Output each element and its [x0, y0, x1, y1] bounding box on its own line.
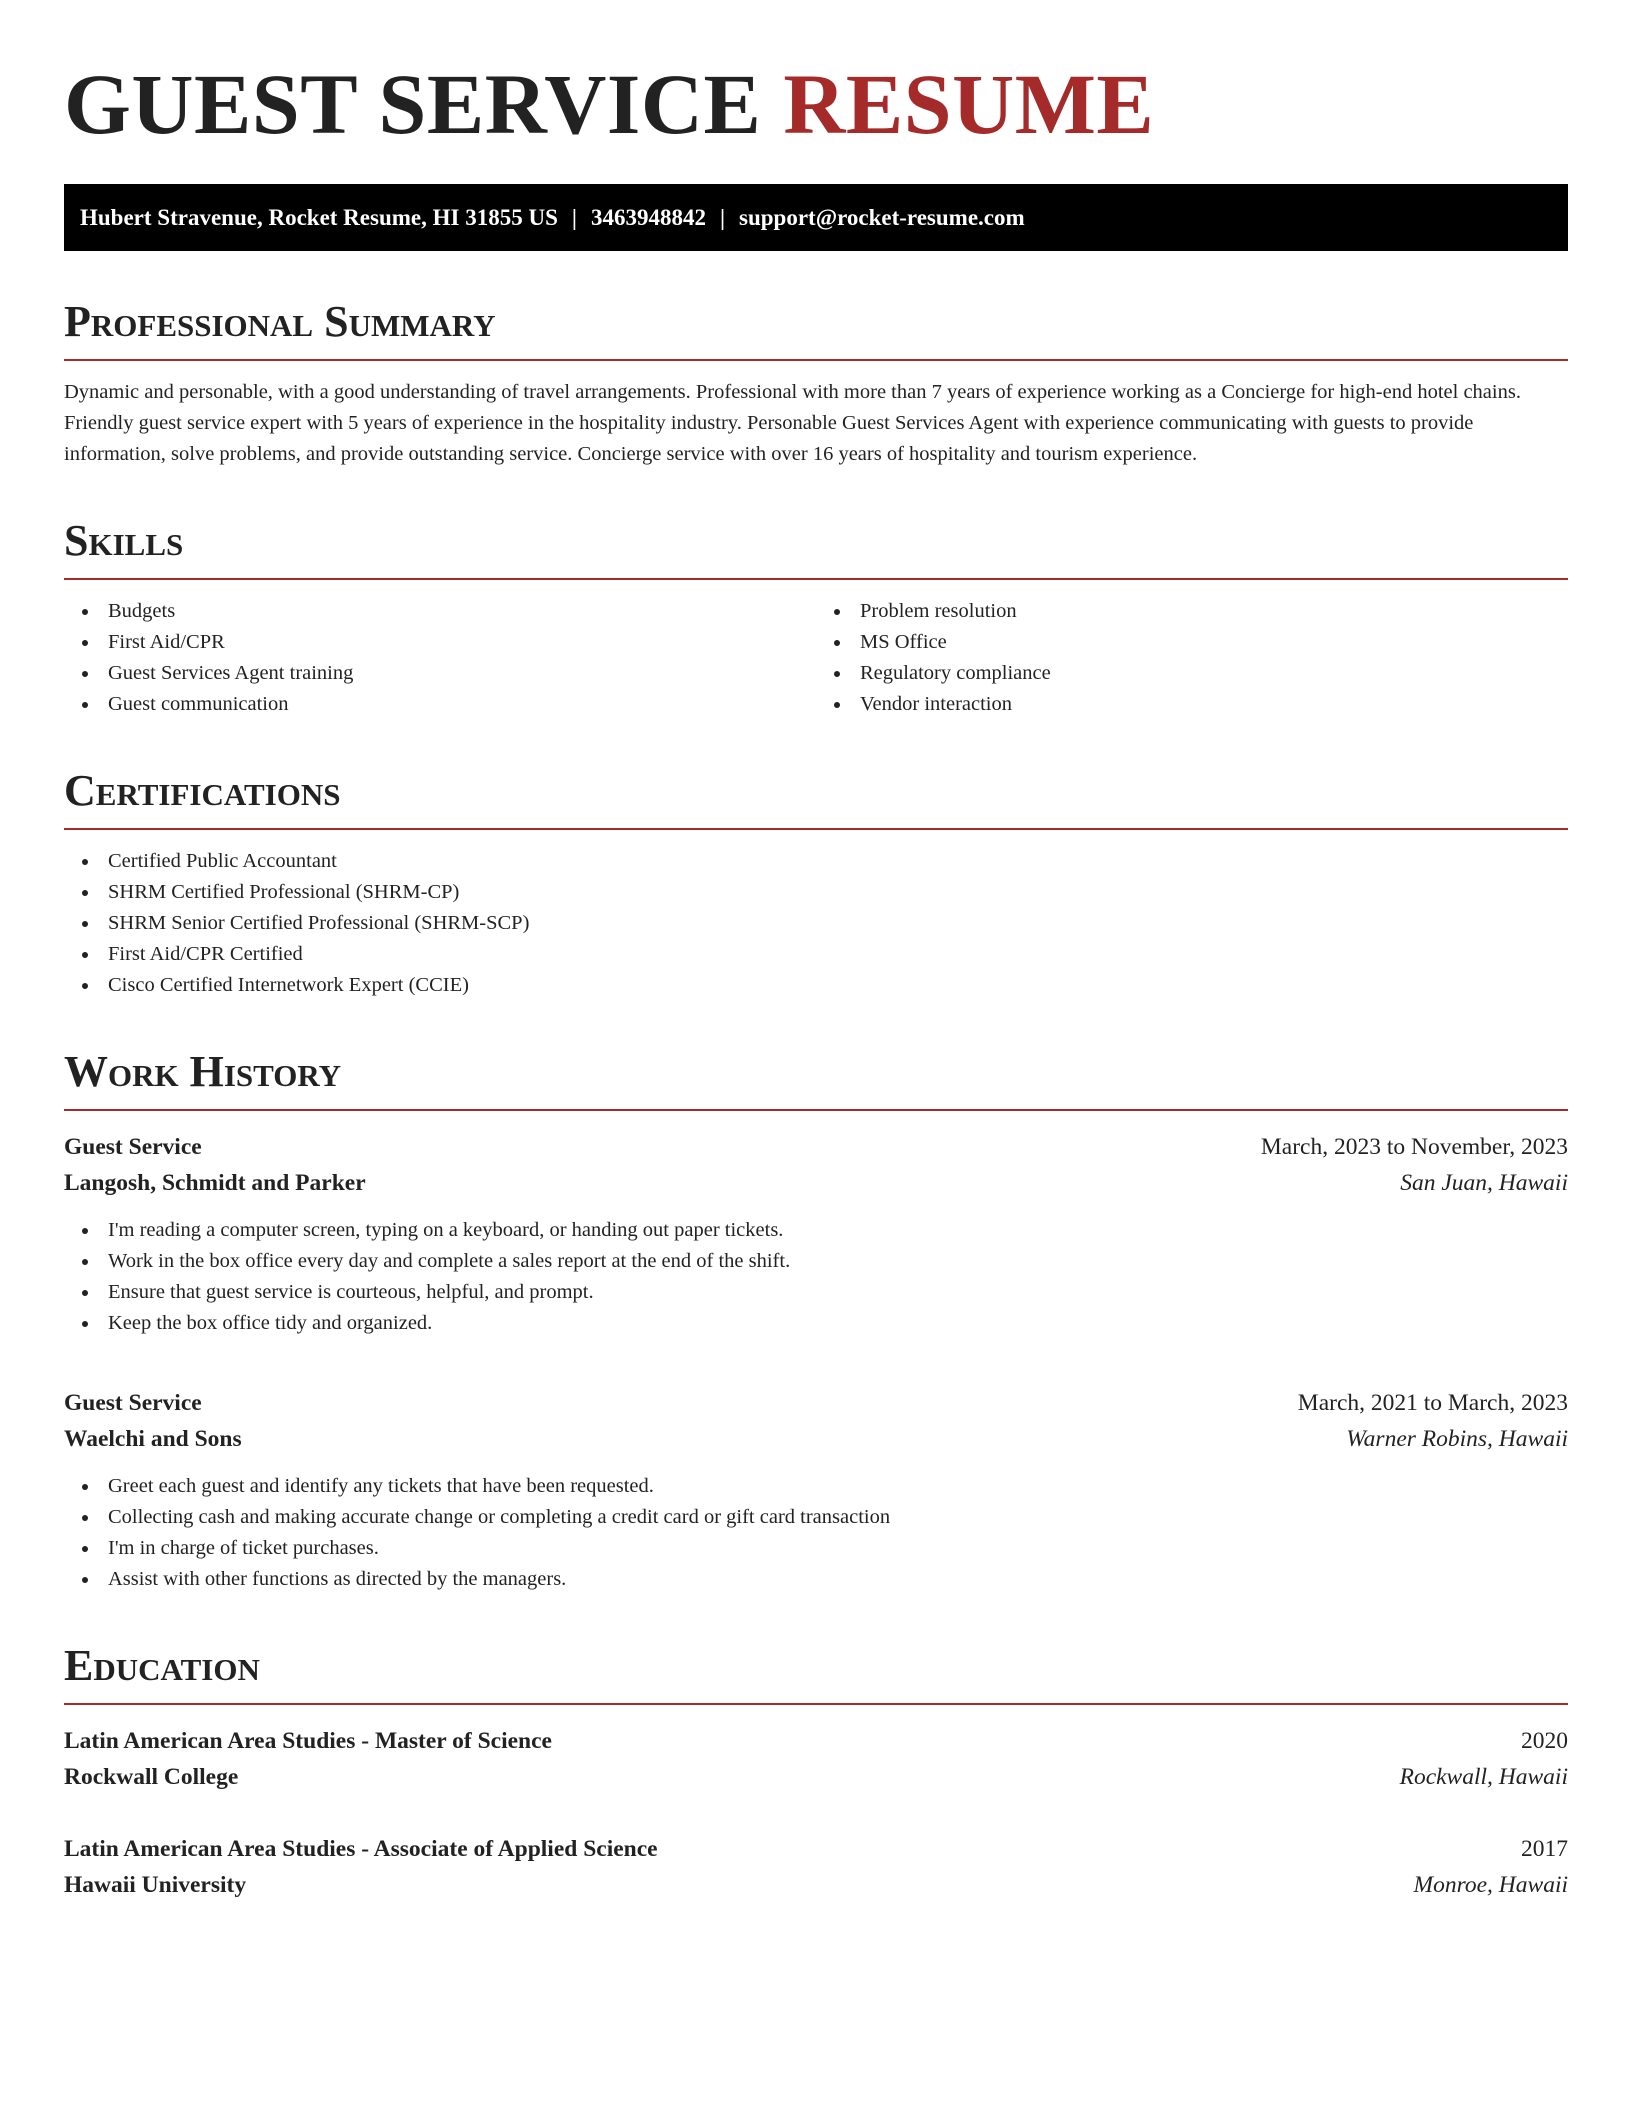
certification-item: First Aid/CPR Certified	[64, 939, 1568, 970]
job-header-row	[64, 1129, 1568, 1165]
skill-item: MS Office	[816, 627, 1568, 658]
title-accent: RESUME	[783, 56, 1155, 152]
education-heading: Education	[64, 1641, 1568, 1705]
education-entry	[64, 1723, 1568, 1795]
skill-item: First Aid/CPR	[64, 627, 816, 658]
education-degree-row	[64, 1723, 1568, 1759]
job-location: Warner Robins, Hawaii	[1346, 1426, 1568, 1452]
job-dates: March, 2021 to March, 2023	[1297, 1390, 1568, 1416]
education-location: Rockwall, Hawaii	[1399, 1764, 1568, 1790]
skill-item: Regulatory compliance	[816, 658, 1568, 689]
skill-item: Problem resolution	[816, 596, 1568, 627]
job-duties-list	[64, 1471, 1568, 1595]
summary-heading: Professional Summary	[64, 297, 1568, 361]
skill-item: Vendor interaction	[816, 689, 1568, 720]
job-duty: I'm in charge of ticket purchases.	[64, 1533, 1568, 1564]
summary-text: Dynamic and personable, with a good understanding of travel arrangements. Professional with more than 7 years of experience working as a Concierge for high-end hotel chains. Friendly guest service expert with 5 years of experience in the hospitality industry. Personable Guest Services Agent with experience communicating with guests to provide information, solve problems, and provide outstanding service. Concierge service with over 16 years of hospitality and tourism experience.	[64, 381, 1521, 465]
education-school: Rockwall College	[64, 1764, 239, 1790]
job-entry	[64, 1129, 1568, 1339]
resume-title	[64, 56, 1568, 152]
certification-item: SHRM Certified Professional (SHRM-CP)	[64, 877, 1568, 908]
contact-email: support@rocket-resume.com	[739, 205, 1025, 230]
job-company: Langosh, Schmidt and Parker	[64, 1170, 366, 1196]
education-degree: Latin American Area Studies - Associate of Applied Science	[64, 1836, 658, 1862]
job-duty: Collecting cash and making accurate change or completing a credit card or gift card transaction	[64, 1502, 1568, 1533]
job-header-row	[64, 1385, 1568, 1421]
contact-bar	[64, 184, 1568, 251]
certifications-list	[64, 846, 1568, 1001]
contact-address: Hubert Stravenue, Rocket Resume, HI 31855 US	[80, 205, 558, 230]
contact-phone: 3463948842	[590, 205, 706, 230]
education-school: Hawaii University	[64, 1872, 247, 1898]
education-degree-row	[64, 1831, 1568, 1867]
skills-heading: Skills	[64, 516, 1568, 580]
education-location: Monroe, Hawaii	[1413, 1872, 1568, 1898]
job-duty: Work in the box office every day and complete a sales report at the end of the shift.	[64, 1246, 1568, 1277]
certification-item: Cisco Certified Internetwork Expert (CCIE)	[64, 970, 1568, 1001]
education-year: 2020	[1521, 1728, 1568, 1754]
skills-grid	[64, 596, 1568, 720]
job-duty: I'm reading a computer screen, typing on a keyboard, or handing out paper tickets.	[64, 1215, 1568, 1246]
job-company-row	[64, 1421, 1568, 1457]
job-entry	[64, 1385, 1568, 1595]
certification-item: Certified Public Accountant	[64, 846, 1568, 877]
work-history-heading: Work History	[64, 1047, 1568, 1111]
skill-item: Budgets	[64, 596, 816, 627]
education-entry	[64, 1831, 1568, 1903]
contact-separator: |	[571, 205, 577, 230]
skills-list-right	[816, 596, 1568, 720]
education-degree: Latin American Area Studies - Master of Science	[64, 1728, 552, 1754]
job-duty: Assist with other functions as directed by the managers.	[64, 1564, 1568, 1595]
job-location: San Juan, Hawaii	[1400, 1170, 1568, 1196]
education-school-row	[64, 1867, 1568, 1903]
job-duties-list	[64, 1215, 1568, 1339]
education-year: 2017	[1521, 1836, 1568, 1862]
job-duty: Keep the box office tidy and organized.	[64, 1308, 1568, 1339]
job-company: Waelchi and Sons	[64, 1426, 242, 1452]
job-company-row	[64, 1165, 1568, 1201]
job-title: Guest Service	[64, 1134, 202, 1160]
skill-item: Guest communication	[64, 689, 816, 720]
certification-item: SHRM Senior Certified Professional (SHRM-SCP)	[64, 908, 1568, 939]
job-title: Guest Service	[64, 1390, 202, 1416]
contact-separator: |	[719, 205, 726, 230]
education-school-row	[64, 1759, 1568, 1795]
certifications-heading: Certifications	[64, 766, 1568, 830]
job-duty: Ensure that guest service is courteous, helpful, and prompt.	[64, 1277, 1568, 1308]
job-dates: March, 2023 to November, 2023	[1260, 1134, 1568, 1160]
skill-item: Guest Services Agent training	[64, 658, 816, 689]
skills-list-left	[64, 596, 816, 720]
job-duty: Greet each guest and identify any tickets that have been requested.	[64, 1471, 1568, 1502]
title-main: GUEST SERVICE	[64, 56, 762, 152]
